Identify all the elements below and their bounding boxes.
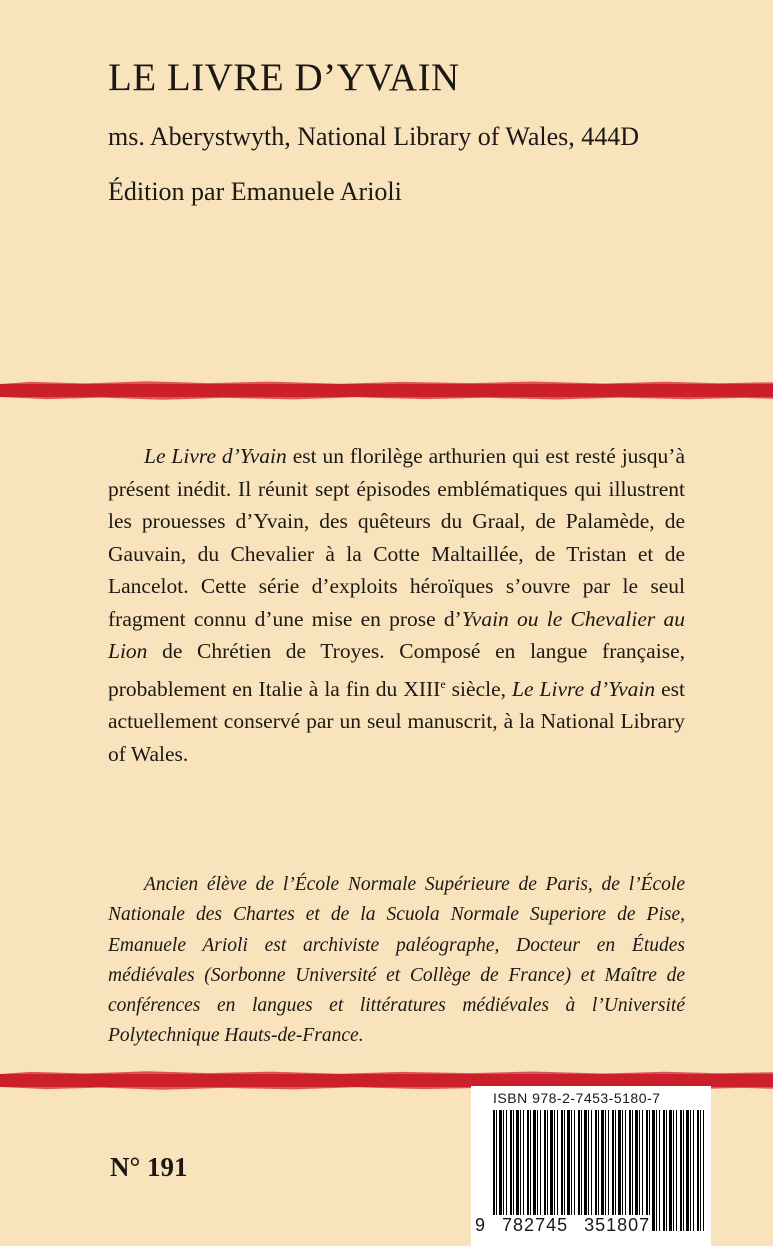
manuscript-reference: ms. Aberystwyth, National Library of Wales, 444D [108, 122, 640, 151]
barcode-digits-left: 782745 [502, 1215, 569, 1235]
series-number: N° 191 [110, 1152, 188, 1182]
summary-century: XIII [403, 676, 441, 701]
summary-title-italic-2: Le Livre d’Yvain [512, 676, 656, 701]
summary-text-3: siècle, [445, 676, 513, 701]
summary-text-2: de Chrétien de Troyes. Composé en langue française, probablement en Italie à la fin du [108, 639, 685, 701]
barcode-bars [493, 1110, 704, 1231]
summary-text-4: est actuellement conservé par un seul manuscrit, à la National Library of Wales. [108, 676, 686, 766]
summary-text-1: est un florilège arthurien qui est resté jusqu’à présent inédit. Il réunit sept épisodes emblématiques qui illustrent les prouesses d’Yvain, des quêteurs du Graal, de Palamède, de Gauvain, du Chevalier à la Cotte Maltaillée, de Tristan et de Lancelot. Cette série d’exploits héroïques s’ouvre par le seul fragment connu d’une mise en prose d’ [108, 444, 686, 631]
summary-title-italic: Le Livre d’Yvain [144, 444, 287, 468]
book-title: LE LIVRE D’YVAIN [108, 56, 460, 99]
barcode-digits [473, 1215, 652, 1236]
author-bio: Ancien élève de l’École Normale Supérieure de Paris, de l’École Nationale des Chartes et de la Scuola Normale Superiore de Pise, Emanuele Arioli est archiviste paléographe, Docteur en Études médiévales (Sorbonne Université et Collège de France) et Maître de conférences en langues et littératures médiévales à l’Université Polytechnique Hauts-de-France. [108, 874, 685, 1047]
barcode-digits-right: 351807 [584, 1215, 651, 1235]
summary-century-sup: e [440, 676, 446, 691]
edition-credit: Édition par Emanuele Arioli [108, 177, 402, 206]
isbn-label: ISBN 978-2-7453-5180-7 [493, 1090, 661, 1106]
summary-work-italic: Yvain ou le Chevalier au Lion [108, 606, 685, 663]
barcode-digit-lead: 9 [475, 1215, 487, 1235]
summary-paragraph [108, 440, 685, 770]
red-divider-top [0, 384, 773, 397]
isbn-barcode [471, 1086, 711, 1246]
